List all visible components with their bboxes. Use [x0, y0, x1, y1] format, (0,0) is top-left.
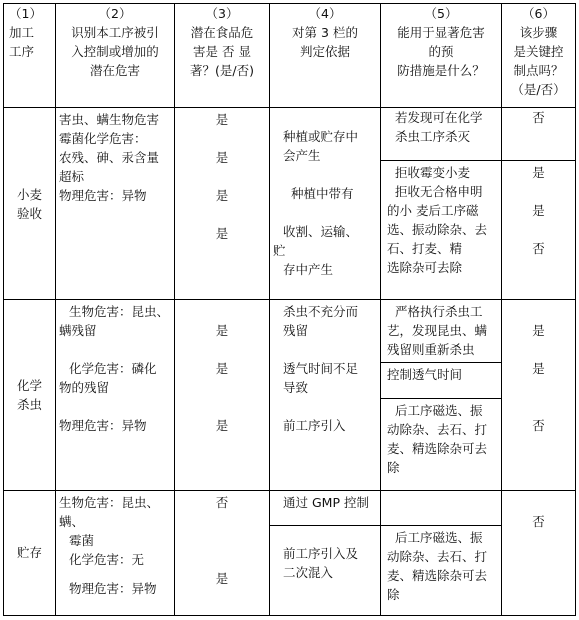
measures-cell: [381, 108, 502, 300]
header-basis: （4） 对第 3 栏的 判定依据: [270, 4, 381, 108]
significance-cell: 否 是: [175, 490, 270, 615]
ccp-cell: 否: [502, 490, 576, 615]
stage-cell: 贮存: [4, 490, 56, 615]
haccp-hazard-analysis-table: [3, 3, 576, 616]
measure-item: 后工序磁选、振 动除杂、去石、打 麦、精选除杂可去 除: [381, 398, 501, 477]
measure-item: 严格执行杀虫工 艺，发现昆虫、螨 残留则重新杀虫: [387, 304, 488, 358]
ccp-cell: 是 是 否: [502, 300, 576, 490]
header-preventive-measures: （5） 能用于显著危害 的预 防措施是什么？: [381, 4, 502, 108]
ccp-cell: [502, 108, 576, 300]
row-chemical-fumigation: [4, 300, 576, 490]
measure-item: 拒收霉变小麦 拒收无合格申明 的小 麦后工序磁 选、振动除杂、去 石、打麦、精 选除杂可去除: [381, 160, 501, 277]
hazards-cell: 生物危害：昆虫、 螨、 霉菌 化学危害：无 物理危害：异物: [56, 490, 175, 615]
significance-cell: 是 是 是 是: [175, 108, 270, 300]
significance-cell: 是 是 是: [175, 300, 270, 490]
measure-item: 若发现可在化学 杀虫工序杀灭: [395, 110, 483, 145]
measures-cell: [381, 300, 502, 490]
row-wheat-acceptance: [4, 108, 576, 300]
header-ccp: （6） 该步骤 是关键控 制点吗？ （是/否）: [502, 4, 576, 108]
ccp-item: 是 是 否: [502, 160, 575, 258]
measures-cell: [381, 490, 502, 615]
header-potential-hazards: （2） 识别本工序被引 入控制或增加的 潜在危害: [56, 4, 175, 108]
header-row: [4, 4, 576, 108]
stage-cell: 小麦 验收: [4, 108, 56, 300]
basis-item: 通过 GMP 控制: [283, 494, 369, 510]
header-significance: （3） 潜在食品危 害是 否 显 著？(是/否): [175, 4, 270, 108]
hazards-cell: 害虫、螨生物危害 霉菌化学危害： 农残、砷、汞含量 超标 物理危害：异物: [56, 108, 175, 300]
measure-item: 后工序磁选、振 动除杂、去石、打 麦、精选除杂可去 除: [381, 525, 501, 604]
hazards-cell: 生物危害：昆虫、 螨残留 化学危害：磷化 物的残留 物理危害：异物: [56, 300, 175, 490]
row-storage: [4, 490, 576, 615]
measure-item: [381, 491, 501, 525]
stage-cell: 化学 杀虫: [4, 300, 56, 490]
basis-cell: [270, 490, 381, 615]
basis-cell: 杀虫不充分而 残留 透气时间不足 导致 前工序引入: [270, 300, 381, 490]
basis-cell: 种植或贮存中 会产生 种植中带有 收割、运输、 贮 存中产生: [270, 108, 381, 300]
measure-item: 控制透气时间: [381, 362, 501, 398]
header-process-step: （1） 加工 工序: [4, 4, 56, 108]
ccp-item: 否: [532, 110, 545, 126]
basis-item: 前工序引入及 二次混入: [270, 525, 380, 582]
